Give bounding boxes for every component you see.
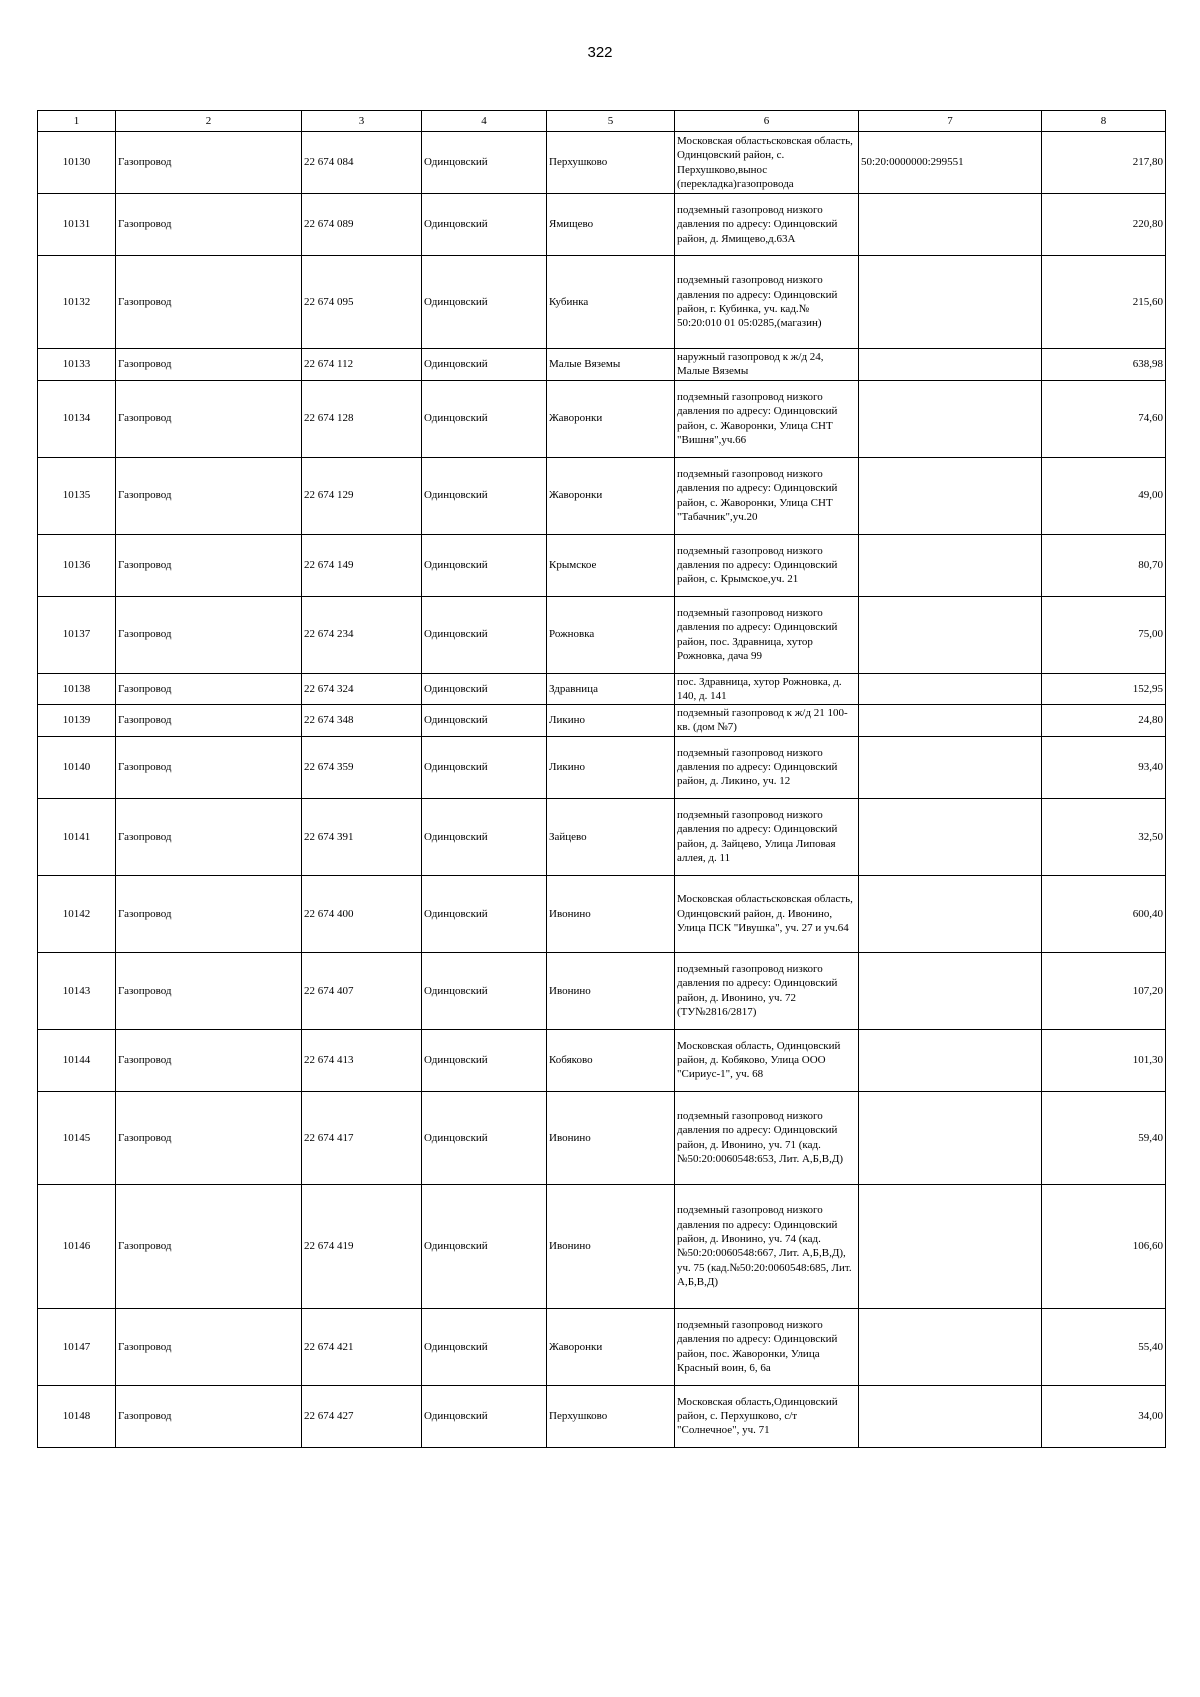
settlement-cell: Здравница (547, 673, 675, 705)
length-value-cell: 59,40 (1042, 1091, 1166, 1184)
district-cell: Одинцовский (422, 1029, 547, 1091)
settlement-cell: Ликино (547, 736, 675, 798)
object-name-cell: Газопровод (116, 952, 302, 1029)
address-cell: подземный газопровод низкого давления по адресу: Одинцовский район, с. Крымское,уч. 21 (675, 534, 859, 596)
object-name-cell: Газопровод (116, 673, 302, 705)
row-id-cell: 10131 (38, 194, 116, 256)
object-code-cell: 22 674 407 (302, 952, 422, 1029)
object-name-cell: Газопровод (116, 132, 302, 194)
cadastral-number-cell (859, 1308, 1042, 1385)
address-cell: подземный газопровод низкого давления по адресу: Одинцовский район, д. Ликино, уч. 12 (675, 736, 859, 798)
district-cell: Одинцовский (422, 798, 547, 875)
page-number: 322 (587, 44, 613, 61)
length-value-cell: 217,80 (1042, 132, 1166, 194)
settlement-cell: Перхушково (547, 132, 675, 194)
table-row (38, 1091, 1166, 1184)
column-header: 8 (1042, 111, 1166, 132)
settlement-cell: Рожновка (547, 596, 675, 673)
address-cell: подземный газопровод низкого давления по адресу: Одинцовский район, г. Кубинка, уч. кад.№ 50:20:010 01 05:0285,(магазин) (675, 256, 859, 349)
object-code-cell: 22 674 112 (302, 349, 422, 381)
length-value-cell: 80,70 (1042, 534, 1166, 596)
registry-table (37, 110, 1166, 1448)
table-row (38, 457, 1166, 534)
row-id-cell: 10144 (38, 1029, 116, 1091)
row-id-cell: 10142 (38, 875, 116, 952)
table-row (38, 1308, 1166, 1385)
settlement-cell: Ликино (547, 705, 675, 737)
object-code-cell: 22 674 400 (302, 875, 422, 952)
table-row (38, 673, 1166, 705)
settlement-cell: Кобяково (547, 1029, 675, 1091)
settlement-cell: Ямищево (547, 194, 675, 256)
cadastral-number-cell (859, 596, 1042, 673)
object-code-cell: 22 674 084 (302, 132, 422, 194)
settlement-cell: Ивонино (547, 875, 675, 952)
object-code-cell: 22 674 391 (302, 798, 422, 875)
length-value-cell: 55,40 (1042, 1308, 1166, 1385)
object-name-cell: Газопровод (116, 1184, 302, 1308)
district-cell: Одинцовский (422, 596, 547, 673)
object-code-cell: 22 674 348 (302, 705, 422, 737)
district-cell: Одинцовский (422, 705, 547, 737)
object-name-cell: Газопровод (116, 596, 302, 673)
district-cell: Одинцовский (422, 194, 547, 256)
column-header: 5 (547, 111, 675, 132)
settlement-cell: Ивонино (547, 1184, 675, 1308)
object-code-cell: 22 674 089 (302, 194, 422, 256)
settlement-cell: Перхушково (547, 1385, 675, 1447)
cadastral-number-cell (859, 1091, 1042, 1184)
table-row (38, 132, 1166, 194)
settlement-cell: Зайцево (547, 798, 675, 875)
object-code-cell: 22 674 324 (302, 673, 422, 705)
row-id-cell: 10136 (38, 534, 116, 596)
settlement-cell: Жаворонки (547, 457, 675, 534)
object-code-cell: 22 674 417 (302, 1091, 422, 1184)
cadastral-number-cell (859, 1385, 1042, 1447)
table-row (38, 596, 1166, 673)
length-value-cell: 74,60 (1042, 380, 1166, 457)
column-header: 1 (38, 111, 116, 132)
object-name-cell: Газопровод (116, 380, 302, 457)
object-name-cell: Газопровод (116, 1029, 302, 1091)
cadastral-number-cell (859, 952, 1042, 1029)
address-cell: подземный газопровод низкого давления по адресу: Одинцовский район, с. Жаворонки, Улица СНТ "Вишня",уч.66 (675, 380, 859, 457)
address-cell: наружный газопровод к ж/д 24, Малые Вяземы (675, 349, 859, 381)
object-name-cell: Газопровод (116, 457, 302, 534)
district-cell: Одинцовский (422, 534, 547, 596)
address-cell: подземный газопровод низкого давления по адресу: Одинцовский район, д. Зайцево, Улица Липовая аллея, д. 11 (675, 798, 859, 875)
row-id-cell: 10132 (38, 256, 116, 349)
district-cell: Одинцовский (422, 349, 547, 381)
table-row (38, 875, 1166, 952)
district-cell: Одинцовский (422, 380, 547, 457)
settlement-cell: Жаворонки (547, 380, 675, 457)
row-id-cell: 10146 (38, 1184, 116, 1308)
table-row (38, 705, 1166, 737)
column-header: 2 (116, 111, 302, 132)
table-row (38, 380, 1166, 457)
cadastral-number-cell (859, 798, 1042, 875)
address-cell: Московская областьсковская область, Одинцовский район, д. Ивонино, Улица ПСК "Ивушка", уч. 27 и уч.64 (675, 875, 859, 952)
object-code-cell: 22 674 149 (302, 534, 422, 596)
row-id-cell: 10148 (38, 1385, 116, 1447)
object-code-cell: 22 674 234 (302, 596, 422, 673)
address-cell: Московская областьсковская область, Одинцовский район, с. Перхушково,вынос (перекладка)газопровода (675, 132, 859, 194)
length-value-cell: 101,30 (1042, 1029, 1166, 1091)
length-value-cell: 152,95 (1042, 673, 1166, 705)
address-cell: подземный газопровод низкого давления по адресу: Одинцовский район, д. Ямищево,д.63А (675, 194, 859, 256)
settlement-cell: Малые Вяземы (547, 349, 675, 381)
row-id-cell: 10145 (38, 1091, 116, 1184)
object-code-cell: 22 674 421 (302, 1308, 422, 1385)
district-cell: Одинцовский (422, 673, 547, 705)
cadastral-number-cell (859, 534, 1042, 596)
length-value-cell: 49,00 (1042, 457, 1166, 534)
district-cell: Одинцовский (422, 1385, 547, 1447)
district-cell: Одинцовский (422, 952, 547, 1029)
address-cell: подземный газопровод низкого давления по адресу: Одинцовский район, д. Ивонино, уч. 74 (кад.№50:20:0060548:667, Лит. А,Б,В,Д), уч. 75 (кад.№50:20:0060548:685, Лит. А,Б,В,Д) (675, 1184, 859, 1308)
cadastral-number-cell (859, 736, 1042, 798)
length-value-cell: 215,60 (1042, 256, 1166, 349)
cadastral-number-cell (859, 673, 1042, 705)
cadastral-number-cell (859, 1029, 1042, 1091)
row-id-cell: 10140 (38, 736, 116, 798)
district-cell: Одинцовский (422, 736, 547, 798)
length-value-cell: 24,80 (1042, 705, 1166, 737)
object-code-cell: 22 674 095 (302, 256, 422, 349)
table-row (38, 194, 1166, 256)
object-name-cell: Газопровод (116, 736, 302, 798)
object-name-cell: Газопровод (116, 705, 302, 737)
table-row (38, 952, 1166, 1029)
row-id-cell: 10130 (38, 132, 116, 194)
district-cell: Одинцовский (422, 457, 547, 534)
table-row (38, 349, 1166, 381)
row-id-cell: 10134 (38, 380, 116, 457)
address-cell: пос. Здравница, хутор Рожновка, д. 140, д. 141 (675, 673, 859, 705)
column-header: 7 (859, 111, 1042, 132)
address-cell: подземный газопровод низкого давления по адресу: Одинцовский район, д. Ивонино, уч. 71 (кад. №50:20:0060548:653, Лит. А,Б,В,Д) (675, 1091, 859, 1184)
cadastral-number-cell (859, 457, 1042, 534)
table-row (38, 1184, 1166, 1308)
cadastral-number-cell (859, 705, 1042, 737)
district-cell: Одинцовский (422, 1091, 547, 1184)
district-cell: Одинцовский (422, 875, 547, 952)
length-value-cell: 220,80 (1042, 194, 1166, 256)
settlement-cell: Кубинка (547, 256, 675, 349)
address-cell: подземный газопровод к ж/д 21 100-кв. (дом №7) (675, 705, 859, 737)
settlement-cell: Жаворонки (547, 1308, 675, 1385)
cadastral-number-cell: 50:20:0000000:299551 (859, 132, 1042, 194)
length-value-cell: 106,60 (1042, 1184, 1166, 1308)
district-cell: Одинцовский (422, 1184, 547, 1308)
row-id-cell: 10137 (38, 596, 116, 673)
table-row (38, 1385, 1166, 1447)
address-cell: Московская область, Одинцовский район, д. Кобяково, Улица ООО "Сириус-1", уч. 68 (675, 1029, 859, 1091)
object-code-cell: 22 674 413 (302, 1029, 422, 1091)
object-code-cell: 22 674 427 (302, 1385, 422, 1447)
object-name-cell: Газопровод (116, 256, 302, 349)
district-cell: Одинцовский (422, 1308, 547, 1385)
cadastral-number-cell (859, 875, 1042, 952)
length-value-cell: 34,00 (1042, 1385, 1166, 1447)
object-name-cell: Газопровод (116, 1385, 302, 1447)
address-cell: подземный газопровод низкого давления по адресу: Одинцовский район, пос. Жаворонки, Улица Красный воин, 6, 6а (675, 1308, 859, 1385)
object-name-cell: Газопровод (116, 194, 302, 256)
table-row (38, 1029, 1166, 1091)
object-code-cell: 22 674 128 (302, 380, 422, 457)
table-body (38, 132, 1166, 1448)
cadastral-number-cell (859, 349, 1042, 381)
length-value-cell: 638,98 (1042, 349, 1166, 381)
district-cell: Одинцовский (422, 256, 547, 349)
object-code-cell: 22 674 129 (302, 457, 422, 534)
length-value-cell: 600,40 (1042, 875, 1166, 952)
settlement-cell: Ивонино (547, 952, 675, 1029)
length-value-cell: 107,20 (1042, 952, 1166, 1029)
address-cell: подземный газопровод низкого давления по адресу: Одинцовский район, д. Ивонино, уч. 72 (ТУ№2816/2817) (675, 952, 859, 1029)
table-row (38, 736, 1166, 798)
length-value-cell: 32,50 (1042, 798, 1166, 875)
object-code-cell: 22 674 419 (302, 1184, 422, 1308)
length-value-cell: 93,40 (1042, 736, 1166, 798)
object-name-cell: Газопровод (116, 1308, 302, 1385)
column-header: 3 (302, 111, 422, 132)
length-value-cell: 75,00 (1042, 596, 1166, 673)
cadastral-number-cell (859, 380, 1042, 457)
table-row (38, 534, 1166, 596)
object-name-cell: Газопровод (116, 349, 302, 381)
row-id-cell: 10147 (38, 1308, 116, 1385)
settlement-cell: Ивонино (547, 1091, 675, 1184)
object-code-cell: 22 674 359 (302, 736, 422, 798)
table-header-row (38, 111, 1166, 132)
column-header: 6 (675, 111, 859, 132)
row-id-cell: 10138 (38, 673, 116, 705)
row-id-cell: 10133 (38, 349, 116, 381)
settlement-cell: Крымское (547, 534, 675, 596)
address-cell: Московская область,Одинцовский район, с. Перхушково, с/т "Солнечное", уч. 71 (675, 1385, 859, 1447)
object-name-cell: Газопровод (116, 798, 302, 875)
row-id-cell: 10139 (38, 705, 116, 737)
cadastral-number-cell (859, 256, 1042, 349)
object-name-cell: Газопровод (116, 534, 302, 596)
cadastral-number-cell (859, 1184, 1042, 1308)
row-id-cell: 10143 (38, 952, 116, 1029)
cadastral-number-cell (859, 194, 1042, 256)
column-header: 4 (422, 111, 547, 132)
table-row (38, 256, 1166, 349)
object-name-cell: Газопровод (116, 875, 302, 952)
object-name-cell: Газопровод (116, 1091, 302, 1184)
row-id-cell: 10135 (38, 457, 116, 534)
row-id-cell: 10141 (38, 798, 116, 875)
table-row (38, 798, 1166, 875)
address-cell: подземный газопровод низкого давления по адресу: Одинцовский район, пос. Здравница, хутор Рожновка, дача 99 (675, 596, 859, 673)
address-cell: подземный газопровод низкого давления по адресу: Одинцовский район, с. Жаворонки, Улица СНТ "Табачник",уч.20 (675, 457, 859, 534)
district-cell: Одинцовский (422, 132, 547, 194)
